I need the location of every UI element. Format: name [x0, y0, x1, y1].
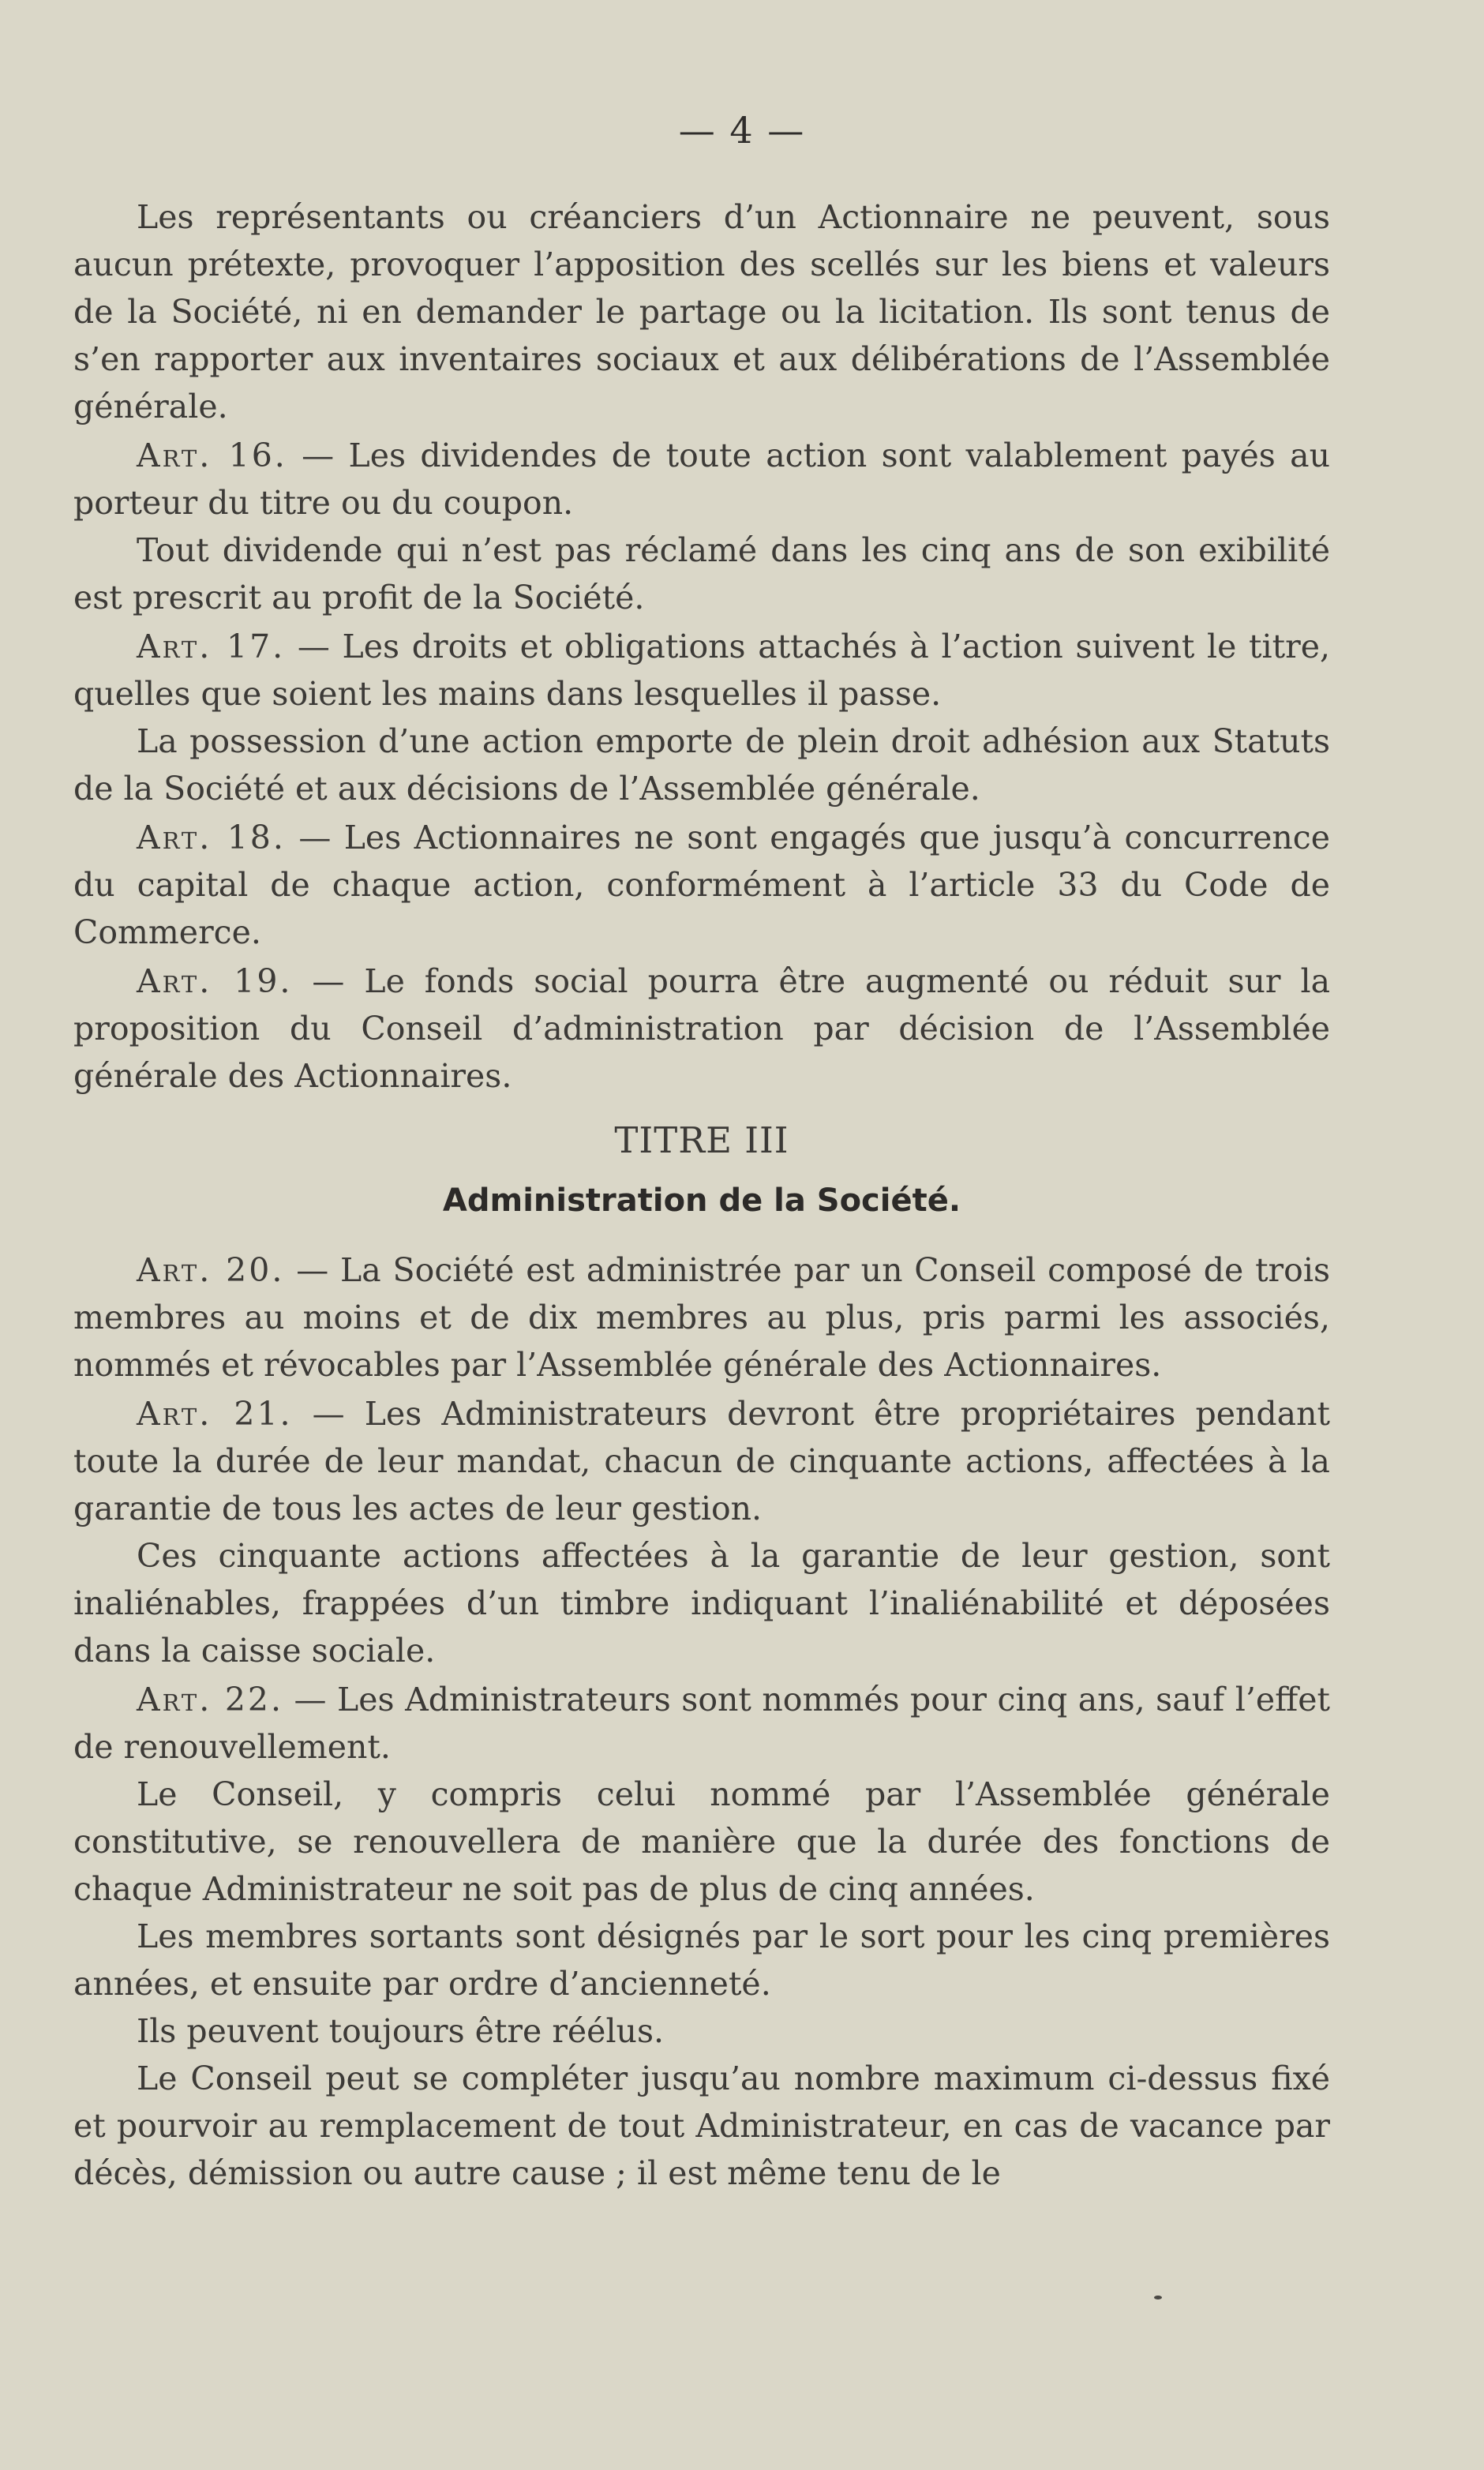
paragraph	[73, 958, 1330, 1100]
paragraph-text: Ces cinquante actions affectées à la garantie de leur gestion, sont inaliénables, frappées d’un timbre indiquant l’inaliénabilité et déposées dans la caisse sociale.	[73, 1537, 1330, 1670]
paragraph-text: Les représentants ou créanciers d’un Actionnaire ne peuvent, sous aucun prétexte, provoquer l’apposition des scellés sur les biens et valeurs de la Société, ni en demander le partage ou la licitation. Ils sont tenus de s’en rapporter aux inventaires sociaux et aux délibérations de l’Assemblée générale.	[73, 198, 1330, 425]
paragraph-text: Les membres sortants sont désignés par le sort pour les cinq premières années, et ensuite par ordre d’ancienneté.	[73, 1917, 1330, 2003]
paragraph	[73, 1913, 1330, 2007]
page-number: — 4 —	[678, 109, 806, 152]
paragraph-text: — Les Administrateurs sont nommés pour cinq ans, sauf l’effet de renouvellement.	[73, 1681, 1331, 1766]
paragraph-text: Le Conseil, y compris celui nommé par l’Assemblée générale constitutive, se renouvellera de manière que la durée des fonctions de chaque Administrateur ne soit pas de plus de cinq années.	[73, 1775, 1330, 1908]
paragraph	[73, 1390, 1330, 1532]
paragraph-text: — La Société est administrée par un Conseil composé de trois membres au moins et de dix membres au plus, pris parmi les associés, nommés et révocables par l’Assemblée générale des Actionnaires.	[73, 1251, 1330, 1384]
paragraphs-before	[73, 193, 1330, 1100]
article-label: Art. 22.	[137, 1681, 284, 1719]
paragraph	[73, 1771, 1330, 1913]
paragraph	[73, 432, 1330, 527]
section-subtitle: Administration de la Société.	[442, 1183, 961, 1219]
paragraph-text: Le Conseil peut se compléter jusqu’au nombre maximum ci-dessus fixé et pourvoir au remplacement de tout Administrateur, en cas de vacance par décès, démission ou autre cause ; il est même tenu de le	[73, 2060, 1330, 2192]
article-label: Art. 17.	[137, 628, 286, 665]
paragraphs-after	[73, 1246, 1330, 2197]
paragraph-text: — Les droits et obligations attachés à l’action suivent le titre, quelles que soient les mains dans lesquelles il passe.	[73, 628, 1331, 713]
paragraph-text: — Le fonds social pourra être augmenté ou réduit sur la proposition du Conseil d’administration par décision de l’Assemblée générale des Actionnaires.	[73, 962, 1331, 1095]
paragraph	[73, 1532, 1330, 1674]
paragraph	[73, 2007, 1330, 2055]
paragraph	[73, 527, 1330, 621]
article-label: Art. 16.	[137, 437, 287, 474]
paragraph-text: — Les Actionnaires ne sont engagés que jusqu’à concurrence du capital de chaque action, conformément à l’article 33 du Code de Commerce.	[73, 819, 1331, 951]
article-label: Art. 20.	[137, 1251, 285, 1289]
paragraph-text: — Les dividendes de toute action sont valablement payés au porteur du titre ou du coupon.	[73, 437, 1331, 522]
section-title: TITRE III	[614, 1119, 789, 1161]
paragraph	[73, 193, 1330, 430]
article-label: Art. 18.	[137, 819, 286, 856]
text-body	[73, 193, 1330, 2197]
paragraph	[73, 814, 1330, 956]
ink-speck-decoration	[1154, 2296, 1162, 2299]
paragraph	[73, 1676, 1330, 1771]
paragraph-text: La possession d’une action emporte de plein droit adhésion aux Statuts de la Société et aux décisions de l’Assemblée générale.	[73, 722, 1330, 808]
paragraph	[73, 2055, 1330, 2197]
paragraph-text: — Les Administrateurs devront être propriétaires pendant toute la durée de leur mandat, chacun de cinquante actions, affectées à la garantie de tous les actes de leur gestion.	[73, 1395, 1330, 1527]
paragraph-text: Tout dividende qui n’est pas réclamé dans les cinq ans de son exibilité est prescrit au profit de la Société.	[73, 531, 1330, 617]
paragraph	[73, 718, 1330, 812]
paragraph	[73, 1246, 1330, 1389]
article-label: Art. 21.	[137, 1395, 293, 1433]
paragraph-text: Ils peuvent toujours être réélus.	[137, 2012, 665, 2050]
paragraph	[73, 623, 1330, 718]
article-label: Art. 19.	[137, 962, 293, 1000]
